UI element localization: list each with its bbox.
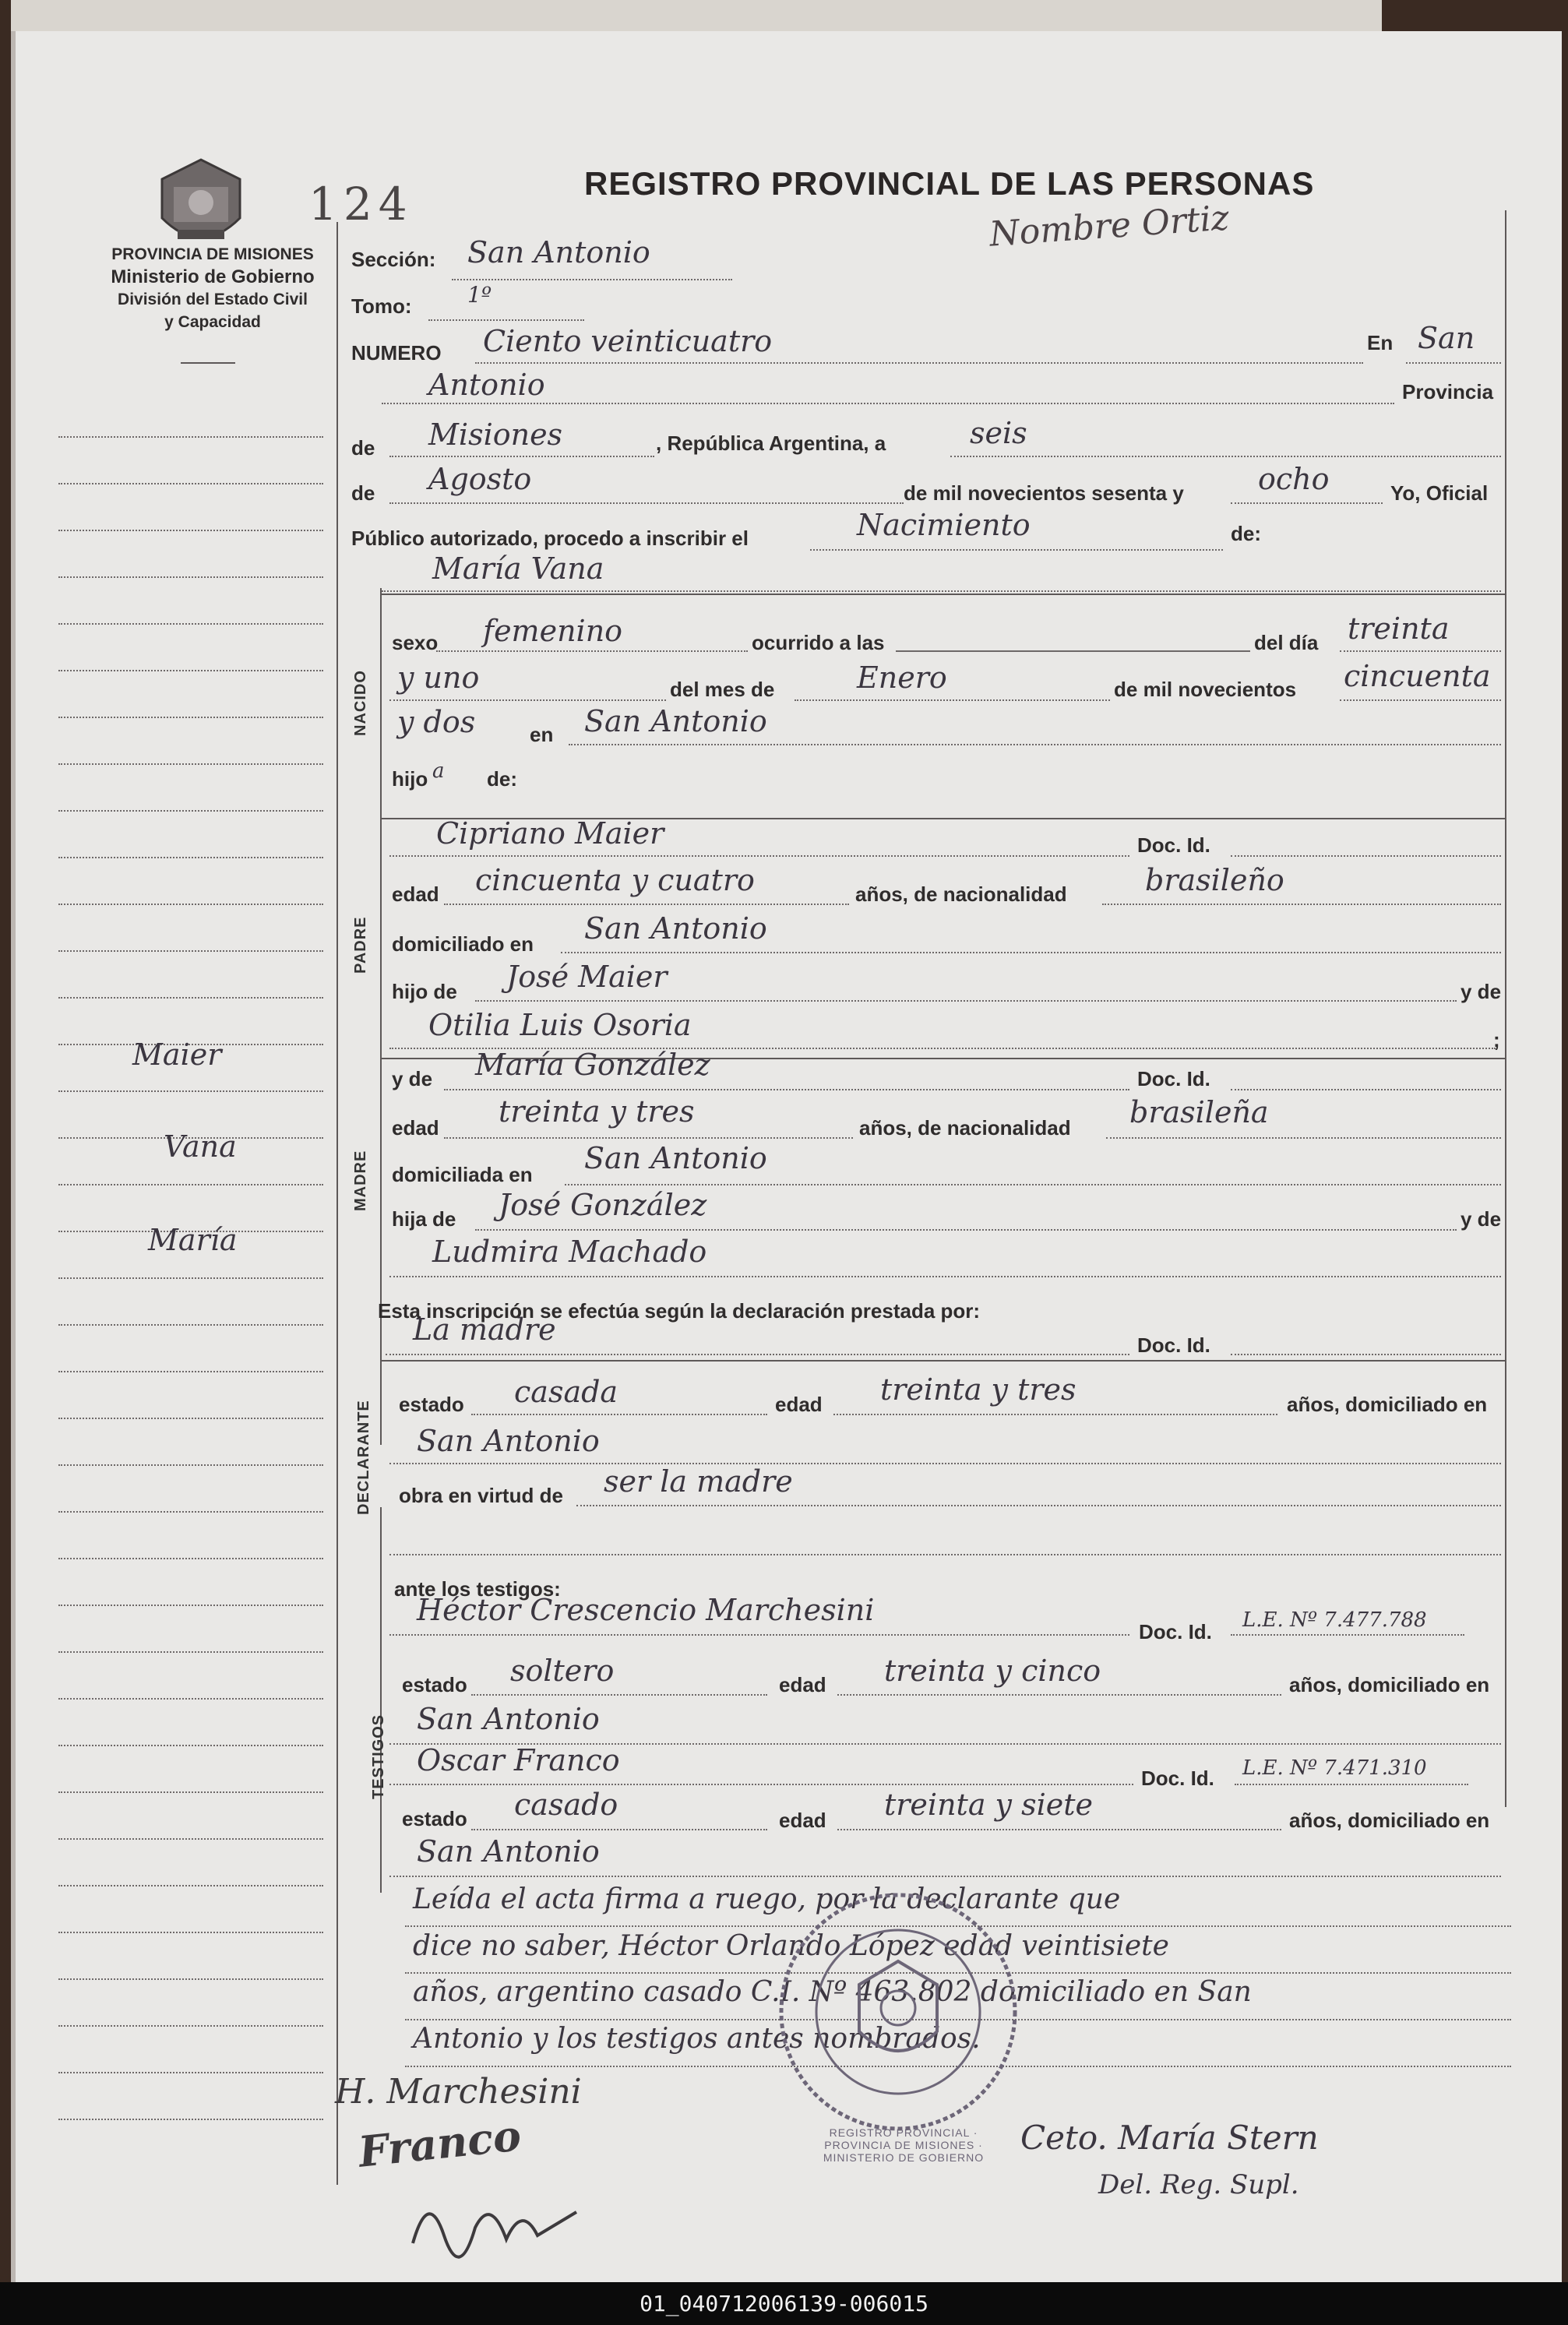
obra-line-2 (389, 1554, 1501, 1555)
provincia-label: Provincia (1402, 380, 1494, 403)
declarante-doc-line (1231, 1354, 1501, 1355)
t2-dom-label: años, domiciliado en (1289, 1809, 1490, 1832)
nacido-lugar-line (569, 744, 1501, 745)
padre-edad-label: edad (392, 882, 439, 906)
image-caption: 01_040712006139-006015 (0, 2282, 1568, 2325)
form-right-border (1505, 210, 1506, 1807)
seccion-line (452, 279, 732, 280)
t1-dom-value: San Antonio (417, 1702, 600, 1736)
de-colon-label: de: (1231, 522, 1261, 545)
top-signature: Nombre Ortiz (988, 198, 1231, 255)
margin-rule (58, 530, 323, 531)
lugar-value: Antonio (428, 368, 545, 402)
hijo-label: hijo (392, 767, 428, 791)
nacido-dia2-line (389, 699, 666, 701)
nacido-top-rule (380, 594, 1505, 595)
madre-madre-value: Ludmira Machado (432, 1235, 707, 1269)
signature-marchesini: H. Marchesini (335, 2072, 582, 2112)
padre-nombre-value: Cipriano Maier (436, 816, 664, 851)
declaracion-intro: Esta inscripción se efectúa según la declaración prestada por: (378, 1299, 981, 1323)
declarante-nombre-value: La madre (413, 1312, 556, 1347)
declarante-doc-label: Doc. Id. (1137, 1333, 1210, 1357)
ocurrido-label: ocurrido a las (752, 631, 885, 654)
padre-domicilio-value: San Antonio (584, 911, 767, 946)
del-mes-label: del mes de (670, 678, 775, 701)
republica-label: , República Argentina, a (656, 432, 886, 455)
padre-edad-value: cincuenta y cuatro (475, 863, 755, 897)
nacido-dia-value: treinta (1348, 611, 1450, 646)
numero-line (475, 362, 1363, 364)
sexo-line (436, 650, 748, 652)
t1-nombre-line (389, 1634, 1129, 1636)
margin-rule (58, 623, 323, 625)
folio-number: 124 (308, 178, 414, 231)
official-seal-icon (770, 1883, 1027, 2140)
margin-rule (58, 1791, 323, 1793)
madre-domicilio-label: domiciliada en (392, 1163, 533, 1186)
nacido-anio-value: cincuenta (1344, 659, 1491, 693)
del-dia-label: del día (1254, 631, 1319, 654)
testigos-section-label: TESTIGOS (370, 1714, 387, 1799)
madre-edad-label: edad (392, 1116, 439, 1140)
declarante-domicilio-value: San Antonio (417, 1424, 600, 1458)
margin-rule (58, 2025, 323, 2027)
seccion-label: Sección: (351, 248, 436, 271)
nacido-dia-line (1340, 650, 1501, 652)
padre-hijo-de-label: hijo de (392, 980, 457, 1003)
testigos-intro: ante los testigos: (394, 1577, 561, 1601)
anio-value: ocho (1258, 462, 1330, 496)
t1-edad-label: edad (779, 1673, 826, 1696)
declarante-estado-value: casada (514, 1375, 618, 1409)
de-label-2: de (351, 481, 375, 505)
margin-rule (58, 1932, 323, 1933)
tomo-value: 1º (467, 282, 492, 308)
padre-nacionalidad-value: brasileño (1145, 863, 1284, 897)
book-top-edge (11, 0, 1382, 34)
nacido-mil-label: de mil novecientos (1114, 678, 1297, 701)
margin-rule (58, 1838, 323, 1840)
declarante-estado-line (471, 1414, 767, 1415)
declarante-estado-label: estado (399, 1393, 464, 1416)
t1-nombre-value: Héctor Crescencio Marchesini (417, 1593, 875, 1627)
declarante-edad-value: treinta y tres (880, 1372, 1076, 1407)
en-value: San (1418, 321, 1475, 355)
en-line (1406, 362, 1501, 364)
margin-rule (58, 670, 323, 671)
nacido-section-label: NACIDO (352, 670, 369, 736)
margin-rule (58, 1698, 323, 1700)
acto-value: Nacimiento (857, 508, 1031, 542)
t1-edad-value: treinta y cinco (884, 1654, 1101, 1688)
register-page (11, 31, 1562, 2282)
padre-section-label: PADRE (352, 916, 369, 974)
margin-rule (58, 857, 323, 858)
mil-label: de mil novecientos sesenta y (904, 481, 1184, 505)
mes-line (389, 502, 904, 504)
declarante-top-rule (380, 1360, 1505, 1362)
form-left-border (337, 222, 338, 2185)
office-line-province: PROVINCIA DE MISIONES (111, 245, 314, 263)
mes-value: Agosto (428, 462, 532, 496)
nacido-mes-line (795, 699, 1110, 701)
madre-doc-line (1231, 1089, 1501, 1090)
nacido-en-label: en (530, 723, 554, 746)
margin-rule (58, 1605, 323, 1606)
t2-nombre-value: Oscar Franco (417, 1743, 620, 1777)
t2-doc-value: L.E. Nº 7.471.310 (1242, 1756, 1427, 1780)
numero-value: Ciento veinticuatro (483, 324, 773, 358)
madre-nombre-value: María González (475, 1048, 710, 1082)
oficial-label: Yo, Oficial (1390, 481, 1489, 505)
officer-title: Del. Reg. Supl. (1098, 2169, 1299, 2200)
margin-rule (58, 483, 323, 484)
office-heading (76, 243, 349, 333)
hora-line (896, 650, 1250, 652)
nacido-anio-value-2: y dos (397, 705, 476, 739)
declarante-domicilio-line (389, 1463, 1501, 1464)
acto-line (810, 549, 1223, 551)
padre-edad-line (444, 904, 849, 905)
margin-rule (58, 576, 323, 578)
lugar-line (382, 403, 1394, 404)
margin-rule (58, 1978, 323, 1980)
margin-rule (58, 1651, 323, 1653)
padre-nombre-line (389, 855, 1129, 857)
margin-rule (58, 1464, 323, 1466)
margin-rule (58, 2072, 323, 2073)
nacido-lugar-value: San Antonio (584, 704, 767, 738)
t2-estado-line (471, 1829, 767, 1830)
madre-madre-line (389, 1276, 1501, 1277)
margin-rule (58, 1418, 323, 1419)
margin-rule (58, 763, 323, 765)
padre-y-de-label: y de (1461, 980, 1502, 1003)
seccion-value: San Antonio (467, 235, 650, 269)
padre-madre-value: Otilia Luis Osoria (428, 1008, 692, 1042)
padre-doc-label: Doc. Id. (1137, 833, 1210, 857)
numero-label: NUMERO (351, 341, 442, 365)
madre-padre-value: José González (499, 1188, 707, 1222)
obra-line (576, 1505, 1501, 1506)
margin-name-surname: Maier (132, 1037, 222, 1072)
declarante-edad-line (833, 1414, 1277, 1415)
margin-rule (58, 1324, 323, 1326)
closing-line-4: Antonio y los testigos antes nombrados. (413, 2023, 981, 2055)
provincia-line (389, 456, 654, 457)
office-line-capacity: y Capacidad (164, 313, 261, 331)
t1-doc-value: L.E. Nº 7.477.788 (1242, 1608, 1427, 1632)
t2-edad-label: edad (779, 1809, 826, 1832)
obra-label: obra en virtud de (399, 1484, 563, 1507)
madre-nacionalidad-line (1106, 1137, 1501, 1139)
hijo-suffix: a (432, 759, 445, 783)
obra-value: ser la madre (604, 1464, 793, 1499)
t2-edad-line (837, 1829, 1281, 1830)
office-line-division: División del Estado Civil (118, 291, 308, 308)
padre-nacionalidad-label: años, de nacionalidad (855, 882, 1067, 906)
margin-rule (58, 904, 323, 905)
declarante-section-label: DECLARANTE (355, 1400, 372, 1515)
padre-doc-line (1231, 855, 1501, 857)
t1-estado-value: soltero (510, 1654, 615, 1688)
padre-semicolon: ; (1493, 1028, 1500, 1052)
closing-line-1: Leída el acta firma a ruego, por la declarante que (413, 1883, 1121, 1915)
margin-rule (58, 1184, 323, 1185)
padre-domicilio-label: domiciliado en (392, 932, 534, 956)
signature-scrawl-icon (405, 2181, 592, 2267)
de-label: de (351, 436, 375, 460)
provincia-value: Misiones (428, 417, 563, 452)
t1-estado-label: estado (402, 1673, 467, 1696)
margin-rule (58, 1511, 323, 1513)
signature-officer: Ceto. María Stern (1020, 2119, 1319, 2157)
publico-label: Público autorizado, procedo a inscribir el (351, 527, 749, 550)
margin-rule (58, 1558, 323, 1559)
madre-nombre-line (444, 1089, 1129, 1090)
t2-estado-label: estado (402, 1807, 467, 1830)
margin-rule (58, 997, 323, 999)
margin-name-first: María (148, 1223, 238, 1257)
seal-text: REGISTRO PROVINCIAL · PROVINCIA DE MISIONES · MINISTERIO DE GOBIERNO (823, 2126, 985, 2164)
t2-dom-value: San Antonio (417, 1834, 600, 1869)
t1-edad-line (837, 1694, 1281, 1696)
nombre-inscripto-line (382, 590, 1501, 592)
anio-line (1231, 502, 1383, 504)
dia-line (950, 456, 1501, 457)
t2-estado-value: casado (514, 1788, 618, 1822)
margin-rule (58, 717, 323, 718)
t2-nombre-line (389, 1784, 1133, 1785)
margin-rule (58, 2119, 323, 2120)
madre-nacionalidad-label: años, de nacionalidad (859, 1116, 1071, 1140)
padre-padre-line (475, 1000, 1457, 1002)
hijo-de-label: de: (487, 767, 517, 791)
t1-estado-line (471, 1694, 767, 1696)
office-underline (181, 362, 235, 364)
t2-doc-label: Doc. Id. (1141, 1767, 1214, 1790)
office-line-ministry: Ministerio de Gobierno (111, 266, 315, 287)
madre-domicilio-line (565, 1184, 1501, 1185)
margin-rule (58, 1371, 323, 1372)
madre-y-de-label: y de (392, 1067, 433, 1090)
margin-rule (58, 1277, 323, 1279)
madre-section-label: MADRE (352, 1150, 369, 1211)
declarante-nombre-line (386, 1354, 1129, 1355)
t2-dom-line (389, 1876, 1501, 1877)
madre-edad-line (444, 1137, 853, 1139)
margin-rule (58, 1090, 323, 1092)
closing-line-3: años, argentino casado C.I. Nº 463.802 domiciliado en San (413, 1976, 1252, 2008)
madre-edad-value: treinta y tres (499, 1094, 695, 1129)
t1-doc-label: Doc. Id. (1139, 1620, 1212, 1643)
en-label: En (1367, 331, 1394, 354)
madre-domicilio-value: San Antonio (584, 1141, 767, 1175)
page-title: REGISTRO PROVINCIAL DE LAS PERSONAS (584, 165, 1315, 202)
madre-y-de-label-2: y de (1461, 1207, 1502, 1231)
sexo-label: sexo (392, 631, 439, 654)
madre-padre-line (475, 1229, 1457, 1231)
margin-name-second: Vana (164, 1129, 237, 1164)
margin-rule (58, 1745, 323, 1746)
sexo-value: femenino (483, 614, 623, 648)
closing-line-2: dice no saber, Héctor Orlando López edad veintisiete (413, 1930, 1169, 1962)
nacido-anio-line (1340, 699, 1501, 701)
coat-of-arms-icon (154, 156, 248, 257)
t1-dom-label: años, domiciliado en (1289, 1673, 1490, 1696)
dia-value: seis (970, 416, 1027, 450)
t2-doc-line (1235, 1784, 1468, 1785)
padre-domicilio-line (561, 952, 1501, 953)
margin-rule (58, 1885, 323, 1886)
margin-rule (58, 950, 323, 952)
tomo-label: Tomo: (351, 294, 412, 318)
signature-franco: Franco (356, 2110, 523, 2177)
nacido-mes-value: Enero (857, 661, 947, 695)
madre-nacionalidad-value: brasileña (1129, 1095, 1269, 1129)
tomo-line (428, 319, 584, 321)
margin-rule (58, 436, 323, 438)
nombre-inscripto-value: María Vana (432, 551, 604, 586)
madre-hija-de-label: hija de (392, 1207, 456, 1231)
declarante-edad-label: edad (775, 1393, 823, 1416)
padre-nacionalidad-line (1102, 904, 1501, 905)
t1-doc-line (1231, 1634, 1464, 1636)
declarante-domiciliado-label: años, domiciliado en (1287, 1393, 1488, 1416)
margin-rule (58, 810, 323, 812)
nacido-dia-value-2: y uno (397, 661, 480, 695)
madre-doc-label: Doc. Id. (1137, 1067, 1210, 1090)
padre-padre-value: José Maier (506, 960, 668, 994)
t2-edad-value: treinta y siete (884, 1788, 1094, 1822)
